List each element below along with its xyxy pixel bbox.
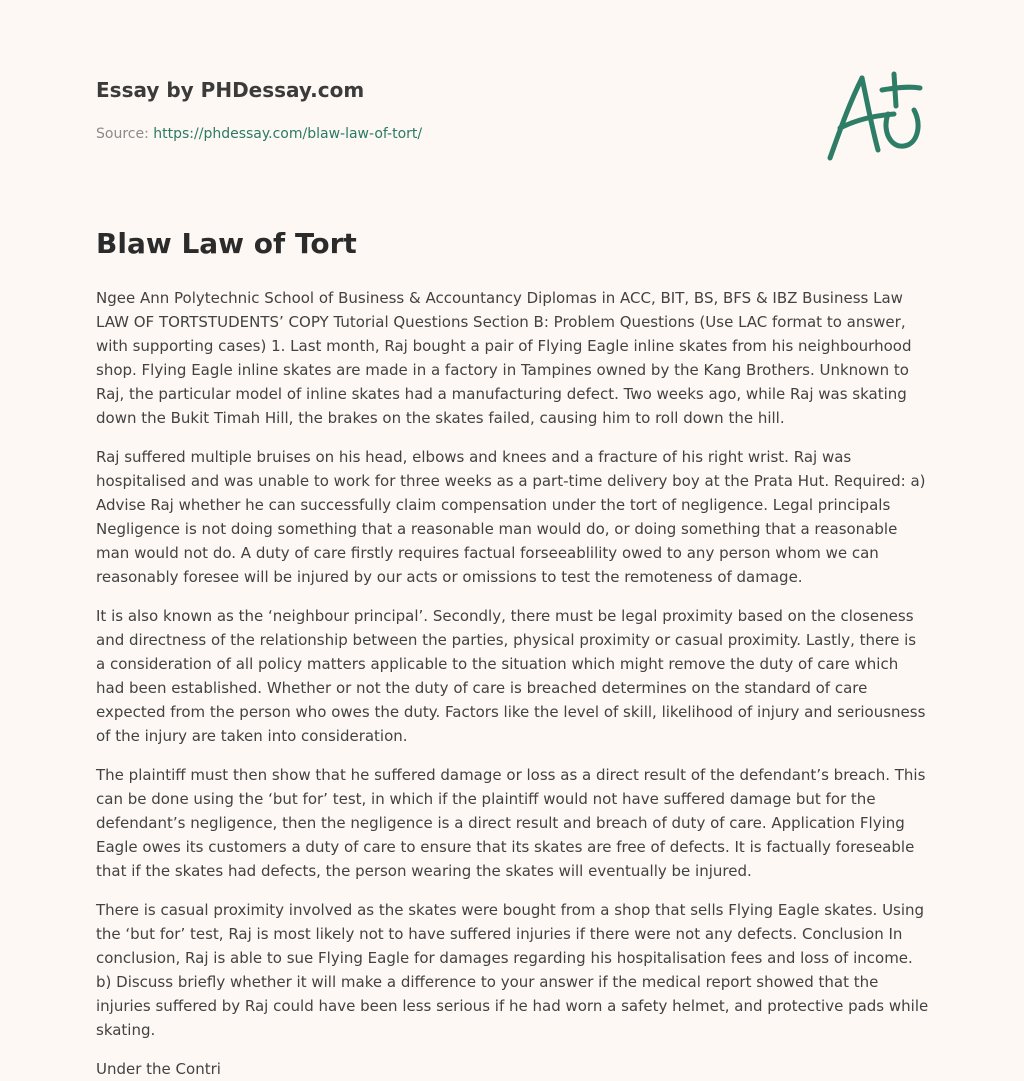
site-header (96, 76, 796, 144)
paragraph: There is casual proximity involved as the skates were bought from a shop that sells Flying Eagle skates. Using the ‘but for’ test, Raj is most likely not to have suffered injuries if there were not any defects. Conclusion In conclusion, Raj is able to sue Flying Eagle for damages regarding his hospitalisation fees and loss of income. b) Discuss briefly whether it will make a difference to your answer if the medical report showed that the injuries suffered by Raj could have been less serious if he had worn a safety helmet, and protective pads while skating. (96, 901, 929, 1039)
paragraph: The plaintiff must then show that he suffered damage or loss as a direct result of the defendant’s breach. This can be done using the ‘but for’ test, in which if the plaintiff would not have suffered damage but for the defendant’s negligence, then the negligence is a direct result and breach of duty of care. Application Flying Eagle owes its customers a duty of care to ensure that its skates are free of defects. It is factually foreseable that if the skates had defects, the person wearing the skates will eventually be injured. (96, 766, 926, 880)
paragraph-truncated: Under the Contri (96, 1060, 221, 1078)
source-label: Source: (96, 126, 149, 142)
paragraph: Raj suffered multiple bruises on his head, elbows and knees and a fracture of his right wrist. Raj was hospitalised and was unable to work for three weeks as a part-time delivery boy at the Prata Hut. Required: a) Advise Raj whether he can successfully claim compensation under the tort of negligence. Legal principals Negligence is not doing something that a reasonable man would do, or doing something that a reasonable man would not do. A duty of care firstly requires factual forseeablility owed to any person whom we can reasonably foresee will be injured by our acts or omissions to test the remoteness of damage. (96, 448, 926, 586)
paragraph: Ngee Ann Polytechnic School of Business & Accountancy Diplomas in ACC, BIT, BS, BFS & IBZ Business Law LAW OF TORTSTUDENTS’ COPY Tutorial Questions Section B: Problem Questions (Use LAC format to answer, with supporting cases) 1. Last month, Raj bought a pair of Flying Eagle inline skates from his neighbourhood shop. Flying Eagle inline skates are made in a factory in Tampines owned by the Kang Brothers. Unknown to Raj, the particular model of inline skates had a manufacturing defect. Two weeks ago, while Raj was skating down the Bukit Timah Hill, the brakes on the skates failed, causing him to roll down the hill. (96, 289, 912, 427)
page-title: Blaw Law of Tort (96, 227, 357, 260)
a-plus-logo-icon (822, 66, 932, 166)
article-body (96, 286, 930, 1081)
paragraph: It is also known as the ‘neighbour principal’. Secondly, there must be legal proximity based on the closeness and directness of the relationship between the parties, physical proximity or casual proximity. Lastly, there is a consideration of all policy matters applicable to the situation which might remove the duty of care which had been established. Whether or not the duty of care is breached determines on the standard of care expected from the person who owes the duty. Factors like the level of skill, likelihood of injury and seriousness of the injury are taken into consideration. (96, 607, 926, 745)
brand-title: Essay by PHDessay.com (96, 78, 365, 102)
source-link[interactable]: https://phdessay.com/blaw-law-of-tort/ (153, 126, 423, 142)
source-line (96, 124, 796, 144)
